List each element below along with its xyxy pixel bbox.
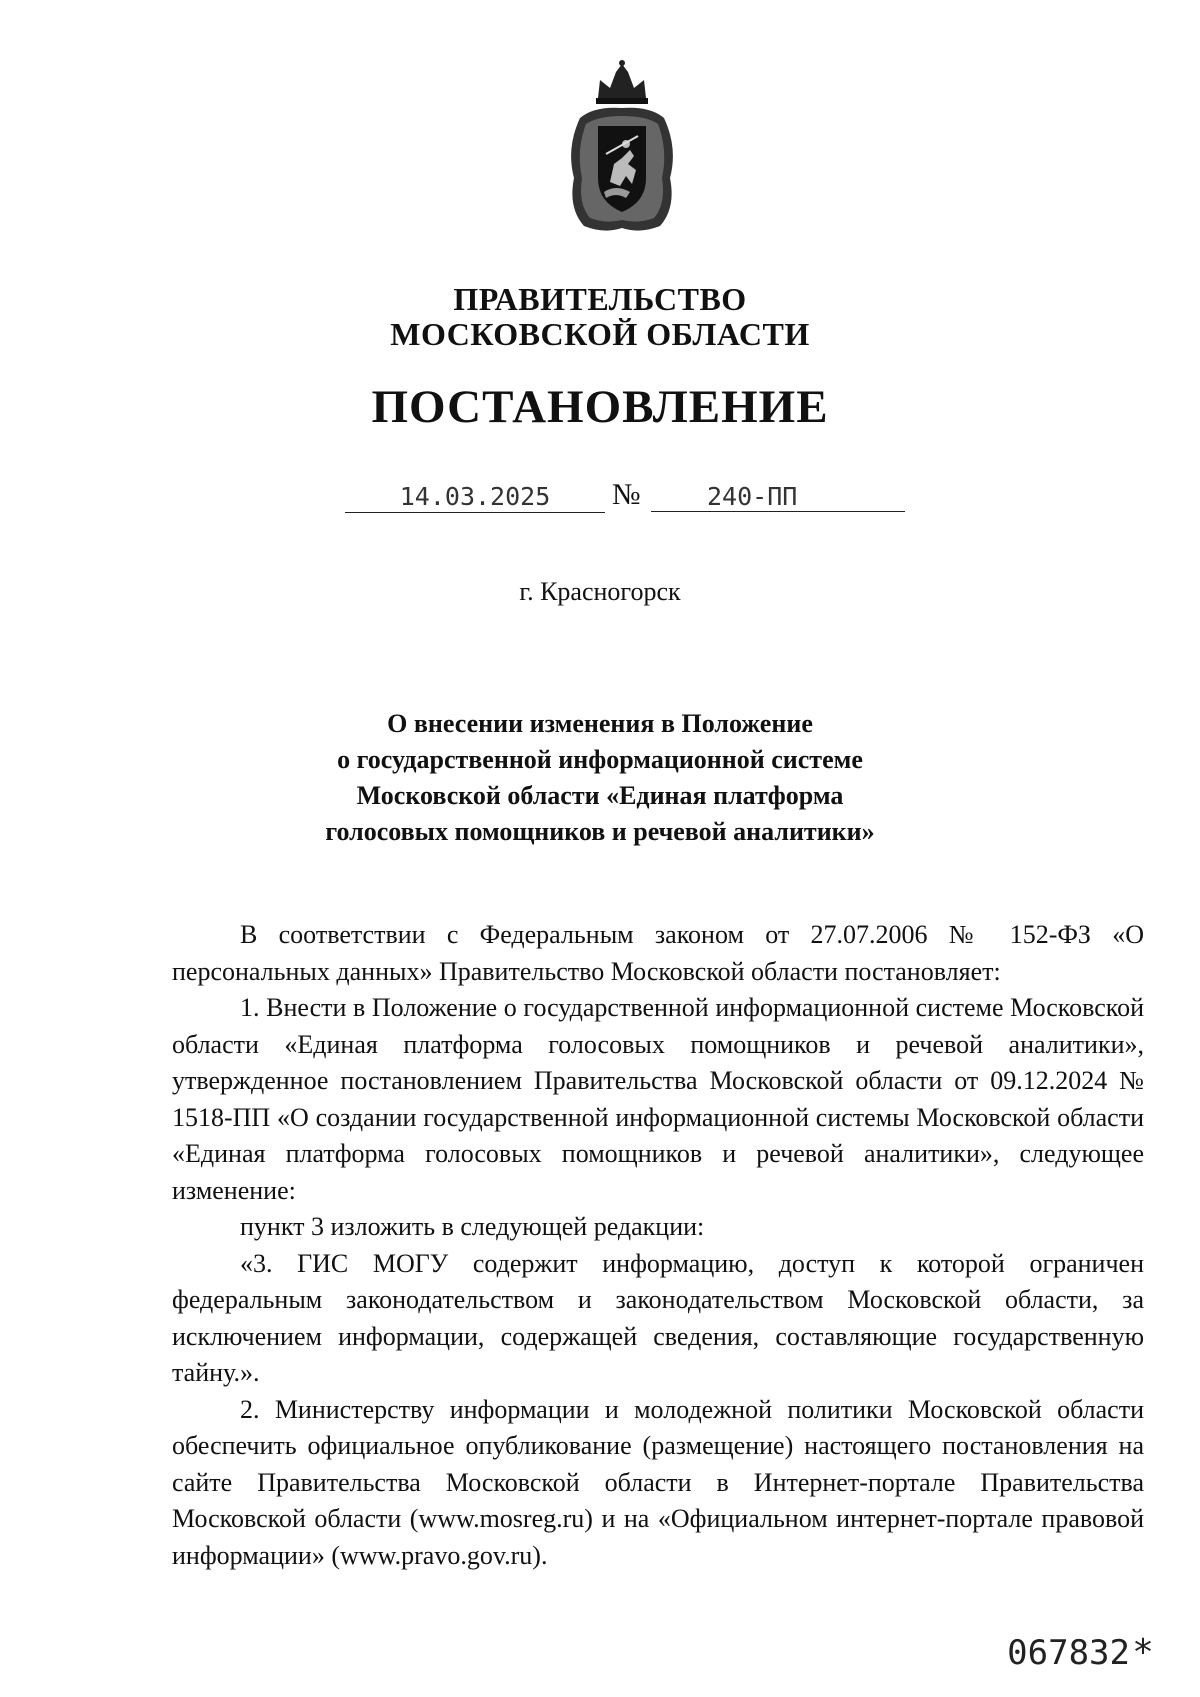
coat-of-arms-icon (560, 58, 684, 234)
clause-2-paragraph: 2. Министерству информации и молодежной политики Московской области обеспечить официальное опубликование (размещение) настоящего постановления на сайте Правительства Московской области в Интернет-портале Правительства Московской области (www.mosreg.ru) и на «Официальном интернет-портале правовой информации» (www.pravo.gov.ru). (172, 1394, 1144, 1570)
title-line: голосовых помощников и речевой аналитики» (325, 817, 875, 846)
document-date: 14.03.2025 (345, 482, 605, 513)
preamble-paragraph: В соответствии с Федеральным законом от 27.07.2006 № 152-ФЗ «О персональных данных» Правительство Московской области постановляет: (172, 920, 1144, 986)
serial-number (1007, 1632, 1152, 1673)
document-type-heading: ПОСТАНОВЛЕНИЕ (371, 381, 829, 433)
serial-number-value: 067832 (1007, 1633, 1130, 1673)
clause-1-paragraph: 1. Внести в Положение о государственной информационной системе Московской области «Единая платформа голосовых помощников и речевой аналитики», утвержденное постановлением Правительства Московской области от 09.12.2024 № 1518-ПП «О создании государственной информационной системы Московской области «Единая платформа голосовых помощников и речевой аналитики», следующее изменение: (172, 993, 1144, 1205)
serial-mark: * (1134, 1632, 1152, 1673)
title-line: Московской области «Единая платформа (356, 781, 844, 810)
org-name-line1: ПРАВИТЕЛЬСТВО (453, 281, 747, 317)
title-line: о государственной информационной системе (337, 745, 863, 774)
place-of-issue: г. Красногорск (519, 577, 681, 606)
org-name-line2: МОСКОВСКОЙ ОБЛАСТИ (390, 316, 810, 352)
amendment-intro-paragraph: пункт 3 изложить в следующей редакции: (240, 1212, 705, 1241)
amendment-text-paragraph: «3. ГИС МОГУ содержит информацию, доступ к которой ограничен федеральным законодательством и законодательством Московской области, за исключением информации, содержащей сведения, составляющие государственную тайну.». (172, 1248, 1144, 1387)
document-number: 240-ПП (651, 482, 905, 512)
document-title (0, 706, 1200, 850)
title-line: О внесении изменения в Положение (387, 709, 813, 738)
document-body (172, 917, 1144, 1574)
number-sign: № (612, 478, 641, 511)
